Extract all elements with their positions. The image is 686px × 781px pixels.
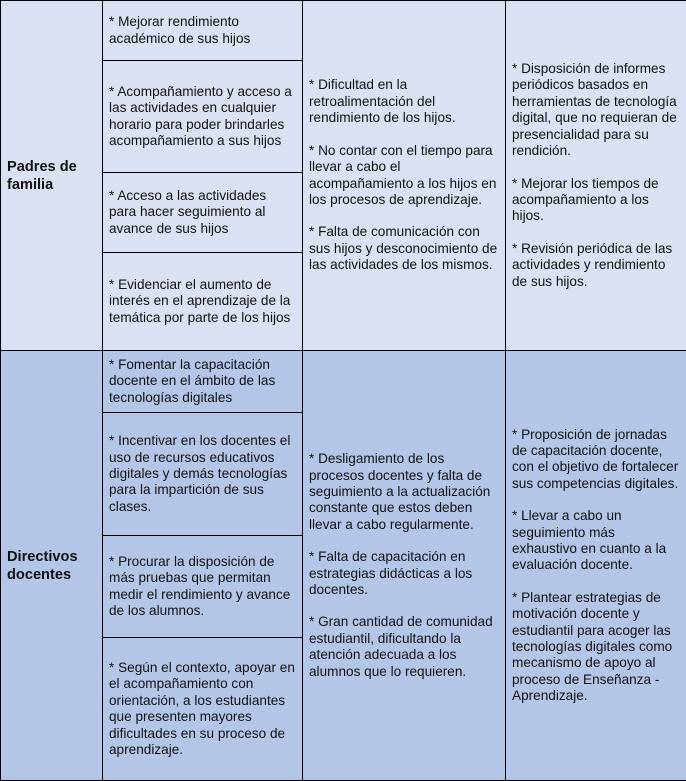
objective-cell: * Evidenciar el aumento de interés en el aprendizaje de la temática por parte de los hijos [103, 253, 303, 351]
problem-item: * Falta de capacitación en estrategias didácticas a los docentes. [309, 549, 473, 598]
table-row [1, 1, 686, 61]
problem-item: * Falta de comunicación con sus hijos y desconocimiento de las actividades de los mismos. [309, 224, 498, 273]
proposal-item: * Mejorar los tiempos de acompañamiento a los hijos. [512, 175, 659, 224]
problem-item: * Gran cantidad de comunidad estudiantil, dificultando la atención adecuada a los alumnos que lo requieren. [309, 614, 493, 679]
problem-item: * Desligamiento de los procesos docentes y falta de seguimiento a la actualización constante que estos deben llevar a cabo regularmente. [309, 451, 491, 532]
problems-cell [303, 351, 506, 781]
problem-item: * No contar con el tiempo para llevar a cabo el acompañamiento a los hijos en los procesos de aprendizaje. [309, 142, 497, 207]
objective-cell: * Según el contexto, apoyar en el acompañamiento con orientación, a los estudiantes que presenten mayores dificultades en su proceso de aprendizaje. [103, 638, 303, 781]
proposal-item: * Disposición de informes periódicos basados en herramientas de tecnología digital, que no requieran de presencialidad para su rendición. [512, 61, 677, 159]
objective-cell: * Incentivar en los docentes el uso de recursos educativos digitales y demás tecnologías para la impartición de sus clases. [103, 413, 303, 536]
objective-cell: * Mejorar rendimiento académico de sus hijos [103, 1, 303, 61]
table-row [1, 351, 686, 413]
problems-cell [303, 1, 506, 351]
objective-cell: * Procurar la disposición de más pruebas que permitan medir el rendimiento y avance de los alumnos. [103, 536, 303, 638]
objective-cell: * Acceso a las actividades para hacer seguimiento al avance de sus hijos [103, 173, 303, 253]
proposal-item: * Llevar a cabo un seguimiento más exhaustivo en cuanto a la evaluación docente. [512, 508, 667, 573]
proposals-cell [506, 351, 686, 781]
problem-item: * Dificultad en la retroalimentación del rendimiento de los hijos. [309, 77, 456, 126]
proposals-cell [506, 1, 686, 351]
proposal-item: * Plantear estrategias de motivación docente y estudiantil para acoger las tecnologías digitales como mecanismo de apoyo al proceso de Enseñanza - Aprendizaje. [512, 589, 673, 704]
group-title: Padres de familia [1, 1, 103, 351]
proposal-item: * Revisión periódica de las actividades y rendimiento de sus hijos. [512, 240, 673, 289]
group-title: Directivos docentes [1, 351, 103, 781]
objective-cell: * Acompañamiento y acceso a las actividades en cualquier horario para poder brindarles acompañamiento a sus hijos [103, 61, 303, 173]
objective-cell: * Fomentar la capacitación docente en el ámbito de las tecnologías digitales [103, 351, 303, 413]
proposal-item: * Proposición de jornadas de capacitación docente, con el objetivo de fortalecer sus competencias digitales. [512, 426, 679, 491]
